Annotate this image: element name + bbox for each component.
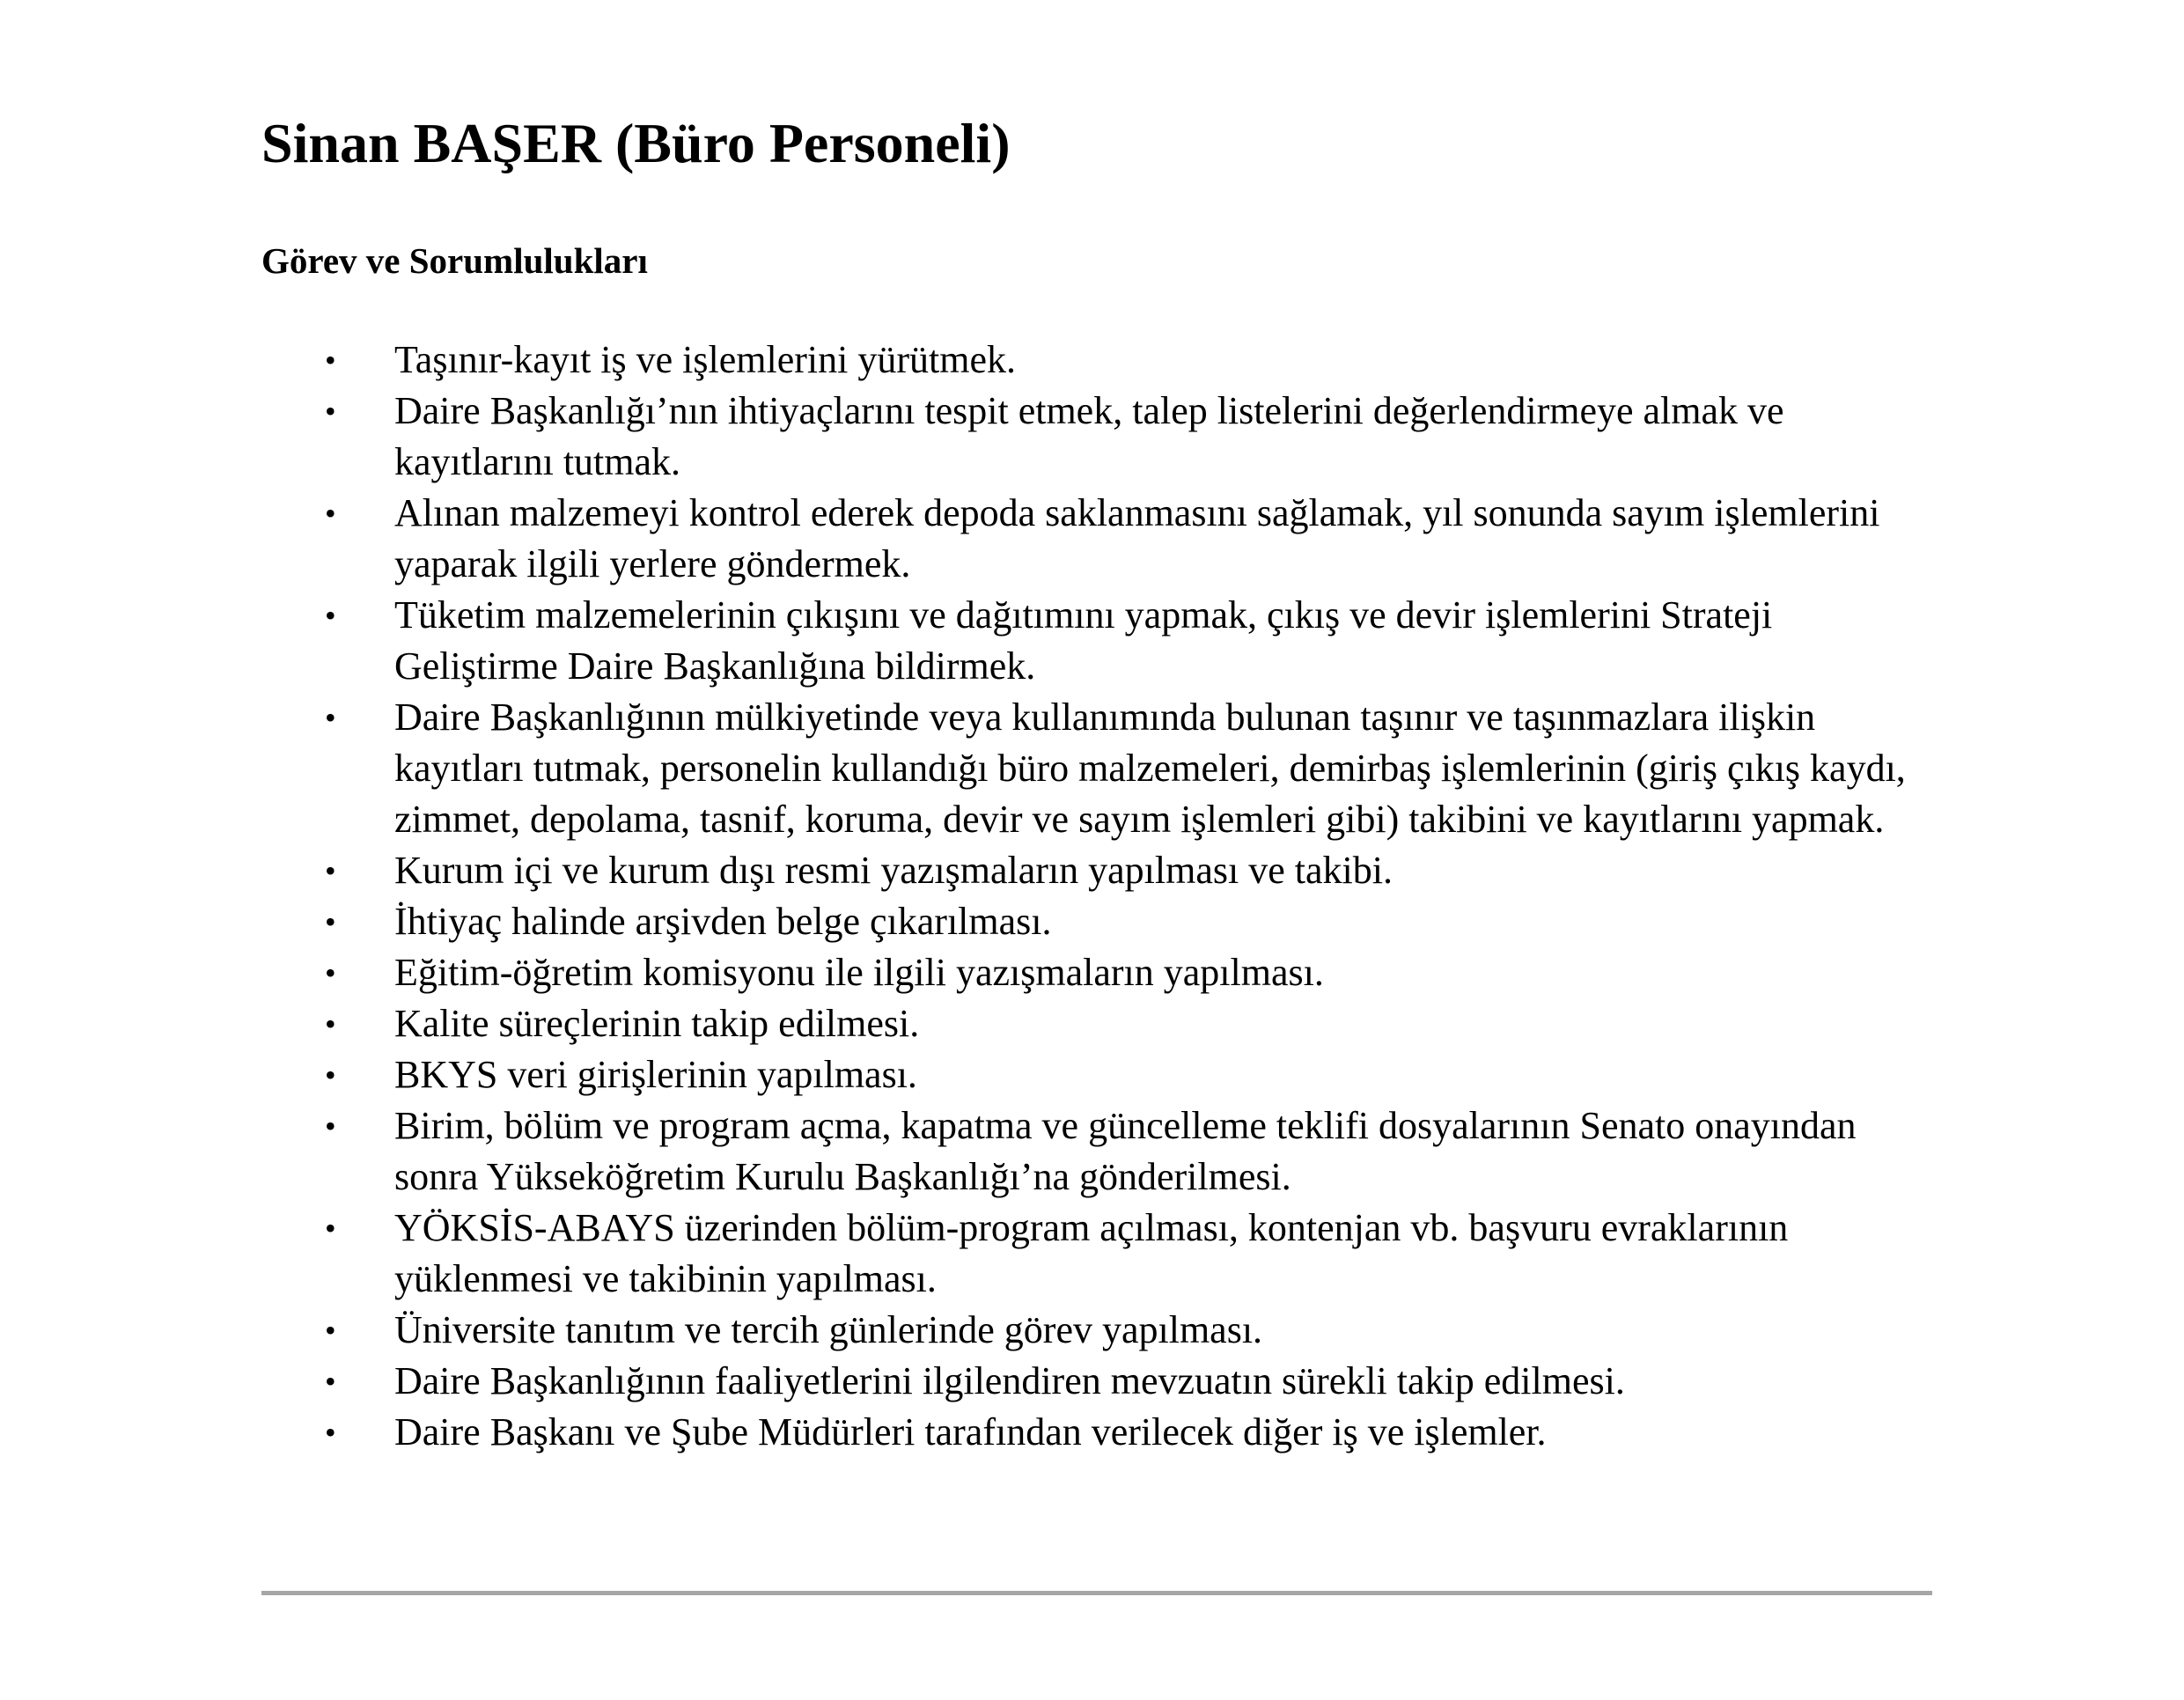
duty-text: Daire Başkanlığının mülkiyetinde veya kullanımında bulunan taşınır ve taşınmazlara ilişkin kayıtları tutmak, personelin kullandığı büro malzemeleri, demirbaş işlemlerinin (giriş çıkış kaydı, zimmet, depolama, tasnif, koruma, devir ve sayım işlemleri gibi) takibini ve kayıtlarını yapmak. (394, 695, 1906, 841)
list-item (261, 1305, 1934, 1356)
document-page (261, 0, 1934, 1700)
duty-text: Eğitim-öğretim komisyonu ile ilgili yazışmaların yapılması. (394, 951, 1324, 994)
duty-text: Kurum içi ve kurum dışı resmi yazışmaların yapılması ve takibi. (394, 849, 1393, 892)
list-item (261, 896, 1934, 947)
bullet-icon: • (325, 1415, 336, 1450)
duty-text: Alınan malzemeyi kontrol ederek depoda saklanmasını sağlamak, yıl sonunda sayım işlemlerini yaparak ilgili yerlere göndermek. (394, 491, 1880, 585)
list-item (261, 1100, 1934, 1203)
bullet-icon: • (325, 904, 336, 939)
bullet-icon: • (325, 1108, 336, 1144)
bullet-icon: • (325, 394, 336, 429)
bullet-icon: • (325, 700, 336, 735)
bullet-icon: • (325, 1057, 336, 1093)
section-heading: Görev ve Sorumlulukları (261, 240, 648, 281)
bullet-icon: • (325, 598, 336, 633)
duty-text: Kalite süreçlerinin takip edilmesi. (394, 1002, 920, 1045)
duty-text: Üniversite tanıtım ve tercih günlerinde görev yapılması. (394, 1308, 1263, 1351)
list-item (261, 488, 1934, 590)
list-item (261, 947, 1934, 998)
duties-list (261, 335, 1934, 1458)
bullet-icon: • (325, 955, 336, 990)
duty-text: Taşınır-kayıt iş ve işlemlerini yürütmek. (394, 338, 1016, 381)
list-item (261, 1407, 1934, 1458)
duty-text: Tüketim malzemelerinin çıkışını ve dağıtımını yapmak, çıkış ve devir işlemlerini Strateji Geliştirme Daire Başkanlığına bildirmek. (394, 593, 1773, 688)
document-title: Sinan BAŞER (Büro Personeli) (261, 112, 1011, 174)
duty-text: Daire Başkanlığı’nın ihtiyaçlarını tespit etmek, talep listelerini değerlendirmeye almak ve kayıtlarını tutmak. (394, 389, 1784, 483)
list-item (261, 998, 1934, 1049)
list-item (261, 335, 1934, 386)
bullet-icon: • (325, 342, 336, 378)
bullet-icon: • (325, 1211, 336, 1246)
duty-text: BKYS veri girişlerinin yapılması. (394, 1053, 917, 1096)
list-item (261, 590, 1934, 692)
list-item (261, 386, 1934, 488)
duty-text: Birim, bölüm ve program açma, kapatma ve güncelleme teklifi dosyalarının Senato onayından sonra Yükseköğretim Kurulu Başkanlığı’na gönderilmesi. (394, 1104, 1857, 1198)
bullet-icon: • (325, 496, 336, 531)
duty-text: İhtiyaç halinde arşivden belge çıkarılması. (394, 900, 1052, 943)
list-item (261, 692, 1934, 845)
bullet-icon: • (325, 1006, 336, 1041)
duty-text: YÖKSİS-ABAYS üzerinden bölüm-program açılması, kontenjan vb. başvuru evraklarının yüklenmesi ve takibinin yapılması. (394, 1206, 1789, 1300)
list-item (261, 1203, 1934, 1305)
duty-text: Daire Başkanlığının faaliyetlerini ilgilendiren mevzuatın sürekli takip edilmesi. (394, 1359, 1625, 1402)
list-item (261, 1049, 1934, 1100)
list-item (261, 1356, 1934, 1407)
duty-text: Daire Başkanı ve Şube Müdürleri tarafından verilecek diğer iş ve işlemler. (394, 1410, 1547, 1453)
bullet-icon: • (325, 853, 336, 888)
bullet-icon: • (325, 1313, 336, 1348)
footer-divider (261, 1591, 1932, 1595)
list-item (261, 845, 1934, 896)
bullet-icon: • (325, 1364, 336, 1399)
